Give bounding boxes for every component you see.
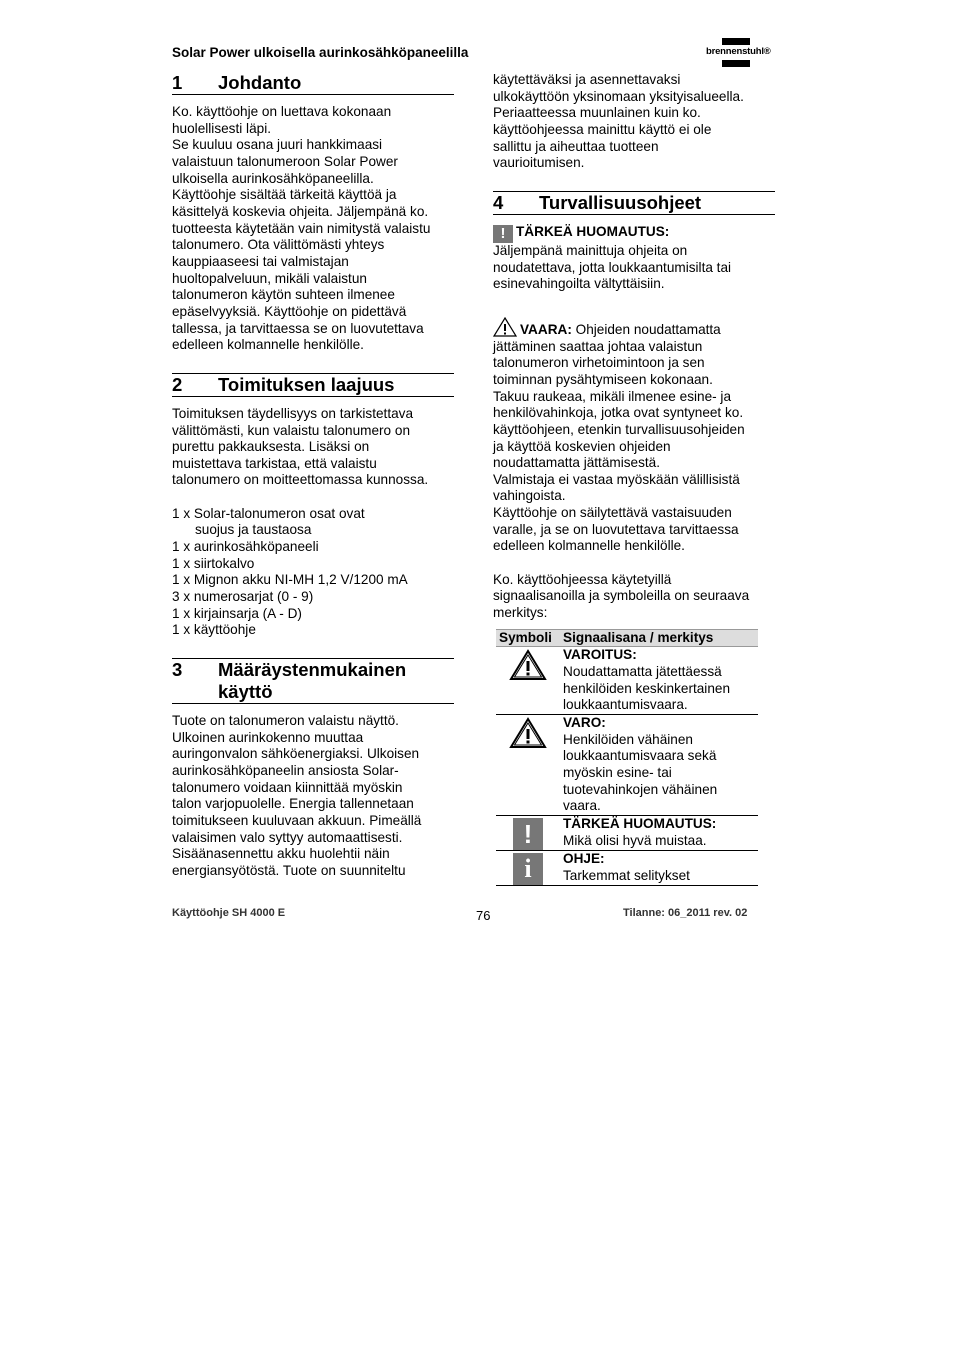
table-row: VARO: Henkilöiden vähäinen loukkaantumisvaara sekä myöskin esine- tai tuotevahinkojen vähäinen vaara. — [496, 714, 758, 815]
exclamation-icon: ! — [493, 225, 513, 243]
usage-continued-text: käytettäväksi ja asennettavaksi ulkokäyttöön yksinomaan yksityisalueella. Periaatteessa muunlainen kuin ko. käyttöohjeessa mainittu käyttö ei ole sallittu ja aiheuttaa tuotteen vaurioitumisen. — [493, 72, 744, 171]
symbols-table — [496, 629, 758, 886]
table-row: i OHJE: Tarkemmat selitykset — [496, 850, 758, 885]
warning-triangle-icon — [509, 649, 547, 681]
section-2-text: Toimituksen täydellisyys on tarkistettava välittömästi, kun valaistu talonumero on purettu pakkauksesta. Lisäksi on muistettava tarkistaa, että valaistu talonumero on moitteettomassa kunnossa. — [172, 405, 429, 488]
table-row: VAROITUS: Noudattamatta jätettäessä henkilöiden keskinkertainen loukkaantumisvaara. — [496, 647, 758, 715]
info-icon: i — [513, 853, 543, 885]
important-note: ! TÄRKEÄ HUOMAUTUS: Jäljempänä mainittuja ohjeita on noudatettava, jotta loukkaantumisilta tai esinevahingoilta vältyttäisiin. — [493, 223, 732, 292]
right-column — [493, 72, 775, 886]
section-heading-4: 4 Turvallisuusohjeet — [493, 191, 775, 215]
table-header-meaning: Signaalisana / merkitys — [560, 629, 758, 647]
section-1-text: Ko. käyttöohje on luettava kokonaan huolellisesti läpi. Se kuuluu osana juuri hankkimaasi valaistuun talonumeroon Solar Power ulkoisella aurinkosähköpaneelilla. Käyttöohje sisältää tärkeitä käyttöä ja käsittelyä koskevia ohjeita. Jäljempänä ko. tuotteesta käytetään vain nimitystä valaistu talonumero. Ota välittömästi yhteys kauppiaaseesi tai valmistajan huoltopalveluun, mikäli valaistun talonumeron käytön suhteen ilmenee epäselvyyksiä. Käyttöohje on pidettävä tallessa, ja tarvittaessa se on luovutettava edelleen kolmannelle henkilölle. — [172, 104, 431, 353]
caution-triangle-icon — [509, 717, 547, 749]
symbols-intro: Ko. käyttöohjeessa käytetyillä signaalisanoilla ja symboleilla on seuraava merkitys: — [493, 571, 750, 621]
section-heading-3: 3 Määräystenmukainen käyttö — [172, 658, 454, 704]
table-header-symbol: Symboli — [496, 629, 560, 647]
table-header-row — [496, 629, 758, 647]
left-column — [172, 72, 454, 880]
page-number: 76 — [476, 908, 491, 923]
document-header-title: Solar Power ulkoisella aurinkosähköpaneelilla — [172, 45, 469, 60]
table-row: ! TÄRKEÄ HUOMAUTUS: Mikä olisi hyvä muistaa. — [496, 815, 758, 850]
section-heading-1: 1 Johdanto — [172, 72, 454, 95]
footer-revision: Tilanne: 06_2011 rev. 02 — [623, 907, 748, 919]
delivery-list: 1 x Solar-talonumeron osat ovat suojus ja taustaosa 1 x aurinkosähköpaneeli 1 x siirtokalvo 1 x Mignon akku NI-MH 1,2 V/1200 mA 3 x numerosarjat (0 - 9) 1 x kirjainsarja (A - D) 1 x käyttöohje — [172, 505, 408, 638]
danger-note: VAARA: Ohjeiden noudattamatta jättäminen saattaa johtaa valaistun talonumeron virhetoimintoon ja sen toiminnan pysähtymiseen kokonaan. Takuu raukeaa, mikäli ilmenee esine- ja henkilövahinkoja, jotka ovat syntyneet ko. käyttöohjeen, etenkin turvallisuusohjeiden ja käyttöä koskevien ohjeiden noudattamatta jättämisestä. Valmistaja ei vastaa myöskään välillisistä vahingoista. Käyttöohje on säilytettävä vastaisuuden varalle, ja se on luovutettava tarvittaessa edelleen kolmannelle henkilölle. — [493, 317, 775, 555]
footer-manual-id: Käyttöohje SH 4000 E — [172, 907, 286, 919]
section-heading-2: 2 Toimituksen laajuus — [172, 373, 454, 397]
warning-triangle-icon — [493, 317, 517, 337]
brennenstuhl-logo: brennenstuhl® — [706, 38, 774, 68]
section-3-text: Tuote on talonumeron valaistu näyttö. Ulkoinen aurinkokenno muuttaa auringonvalon sähköenergiaksi. Ulkoisen aurinkosähköpaneelin ansiosta Solar- talonumero voidaan kiinnittää myöskin talon varjopuolelle. Energia tallennetaan toimitukseen kuuluvaan akkuun. Pimeällä valaisimen valo syttyy automaattisesti. Sisäänasennettu akku huolehtii näin energiansyötöstä. Tuote on suunniteltu — [172, 713, 422, 878]
exclamation-icon: ! — [513, 818, 543, 850]
